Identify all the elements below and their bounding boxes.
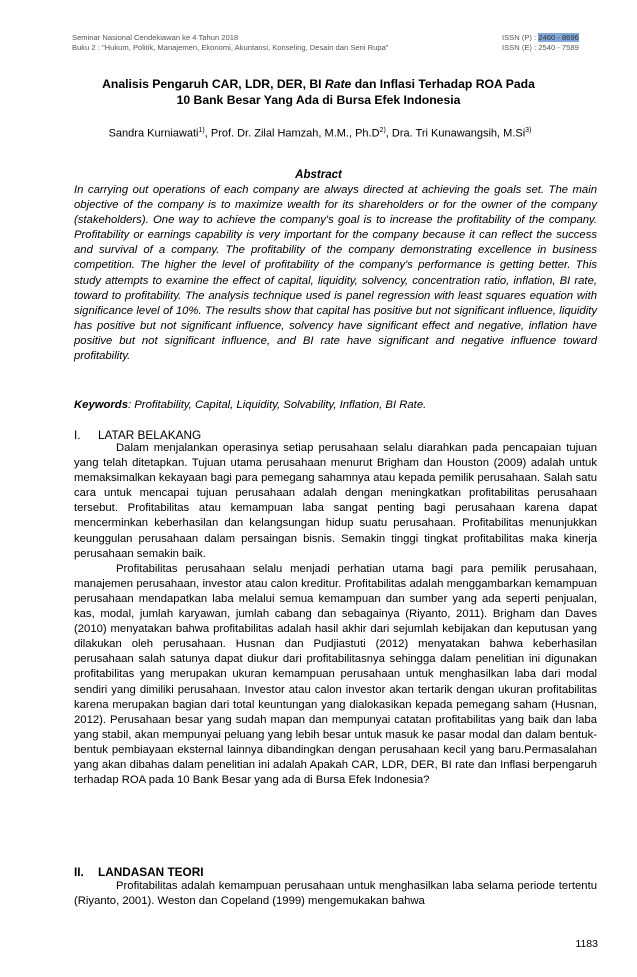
section-body-latar-belakang <box>74 441 597 788</box>
issn-print <box>502 33 632 43</box>
paragraph: Dalam menjalankan operasinya setiap perusahaan selalu diarahkan pada pencapaian tujuan yang telah ditetapkan. Tujuan utama perusahaan menurut Brigham dan Houston (2009) adalah untuk memaksimalkan kekayaan bagi para pemegang sahamnya atau kepada pemilik perusahaan. Salah satu cara untuk mencapai tujuan perusahaan adalah dengan meningkatkan profitabilitas perusahaan tersebut. Profitabilitas atau kemampuan laba sangat penting bagi perusahaan karena dapat mencerminkan keberhasilan dan kelangsungan hidup suatu perusahaan. Profitabilitas menunjukkan keunggulan perusahaan dalam persaingan bisnis. Semakin tinggi tingkat profitabilitas maka kinerja perusahaan semakin baik. <box>74 442 597 560</box>
abstract-heading: Abstract <box>295 169 342 181</box>
keywords <box>74 398 597 413</box>
author-3: , Dra. Tri Kunawangsih, M.Si <box>385 127 526 140</box>
header-book-title: Buku 2 : "Hukum, Politik, Manajemen, Ekonomi, Akuntansi, Konseling, Desain dan Seni Rupa" <box>72 43 389 52</box>
title-part1: Analisis Pengaruh CAR, LDR, DER, BI <box>102 77 325 91</box>
issn-electronic: ISSN (E) : 2540 - 7589 <box>502 43 579 52</box>
section-body-landasan-teori <box>74 879 597 909</box>
header-conference-name: Seminar Nasional Cendekiawan ke 4 Tahun 2018 <box>72 33 239 42</box>
section-title: LANDASAN TEORI <box>98 865 204 879</box>
title-part2: dan Inflasi Terhadap ROA Pada <box>351 77 535 91</box>
paper-title-line2: 10 Bank Besar Yang Ada di Bursa Efek Indonesia <box>176 92 461 107</box>
issn-print-label: ISSN (P) : <box>502 33 539 42</box>
abstract-text: In carrying out operations of each company are always directed at achieving the goals set. The main objective of the company is to maximize wealth for its shareholders or for the owner of the company (stakeholders). One way to achieve the company's goal is to increase the profitability of the company. Profitability or earnings capability is very important for the company because it can reflect the success and survival of a company. The profitability of the company demonstrating excellence in business competition. The higher the level of profitability of the company's performance is getting better. This study attempts to examine the effect of capital, liquidity, solvency, concentration ratio, inflation, BI rate, toward to profitability. The analysis technique used is panel regression with least squares equation with significance level of 10%. The results show that capital has positive but not significant influence, liquidity has positive but not significant influence, solvency have significant effect and negative, inflation have positive but not significant influence, and BI rate have significant and negative influence toward profitability. <box>74 184 597 363</box>
section-heading-landasan-teori <box>74 865 204 880</box>
section-title: LATAR BELAKANG <box>98 428 202 442</box>
issn-print-value: 2460 - 8696 <box>538 33 579 42</box>
author-2: , Prof. Dr. Zilal Hamzah, M.M., Ph.D <box>204 127 380 140</box>
author-1: Sandra Kurniawati <box>108 127 199 140</box>
keywords-label: Keywords <box>74 399 128 411</box>
title-italic: Rate <box>324 77 352 91</box>
author-2-affiliation: 2) <box>379 127 386 134</box>
paragraph: Profitabilitas perusahaan selalu menjadi perhatian utama bagi para pemilik perusahaan, manajemen perusahaan, investor atau calon kreditur. Profitabilitas adalah menggambarkan kemampuan perusahaan mendapatkan laba melalui semua kemampuan dan sumber yang ada seperti penjualan, kas, modal, jumlah karyawan, jumlah cabang dan sebagainya (Riyanto, 2011). Brigham dan Daves (2010) menyatakan bahwa profitabilitas adalah hasil akhir dari sejumlah kebijakan dan keputusan yang dilakukan oleh perusahaan. Husnan dan Pudjiastuti (2012) menyatakan bahwa keberhasilan perusahaan salah satunya dapat diukur dari profitabilitasnya sehingga dalam penelitian ini digunakan profitabilitas yang merupakan ukuran kemampuan perusahaan untuk menghasilkan laba dari modal sendiri yang dimiliki perusahaan. Investor atau calon investor akan tertarik dengan ukuran profitabilitas karena merupakan bagian dari total keuntungan yang dialokasikan kepada pemegang saham (Husnan, 2012). Perusahaan besar yang sudah mapan dan mempunyai catatan profitabilitas yang baik dan laba yang stabil, akan mempunyai peluang yang lebih besar untuk masuk ke pasar modal dan dalam bentuk-bentuk pembiayaan eksternal lainnya dibandingkan dengan perusahaan kecil yang baru.Permasalahan yang akan dibahas dalam penelitian ini adalah Apakah CAR, LDR, DER, BI rate dan Inflasi berpengaruh terhadap ROA pada 10 Bank Besar yang ada di Bursa Efek Indonesia? <box>74 562 597 787</box>
keywords-list: : Profitability, Capital, Liquidity, Solvability, Inflation, BI Rate. <box>128 399 427 411</box>
paper-title <box>60 77 577 108</box>
author-3-affiliation: 3) <box>525 127 532 134</box>
paper-title-line1 <box>60 77 577 93</box>
paragraph: Profitabilitas adalah kemampuan perusahaan untuk menghasilkan laba selama periode tertentu (Riyanto, 2001). Weston dan Copeland (1999) mengemukakan bahwa <box>74 880 597 908</box>
section-number: II. <box>74 865 84 879</box>
section-number: I. <box>74 428 81 442</box>
header-issn <box>502 33 632 53</box>
page-number: 1183 <box>575 938 598 950</box>
author-list <box>40 124 600 141</box>
header-conference <box>72 33 482 53</box>
author-1-affiliation: 1) <box>198 127 205 134</box>
